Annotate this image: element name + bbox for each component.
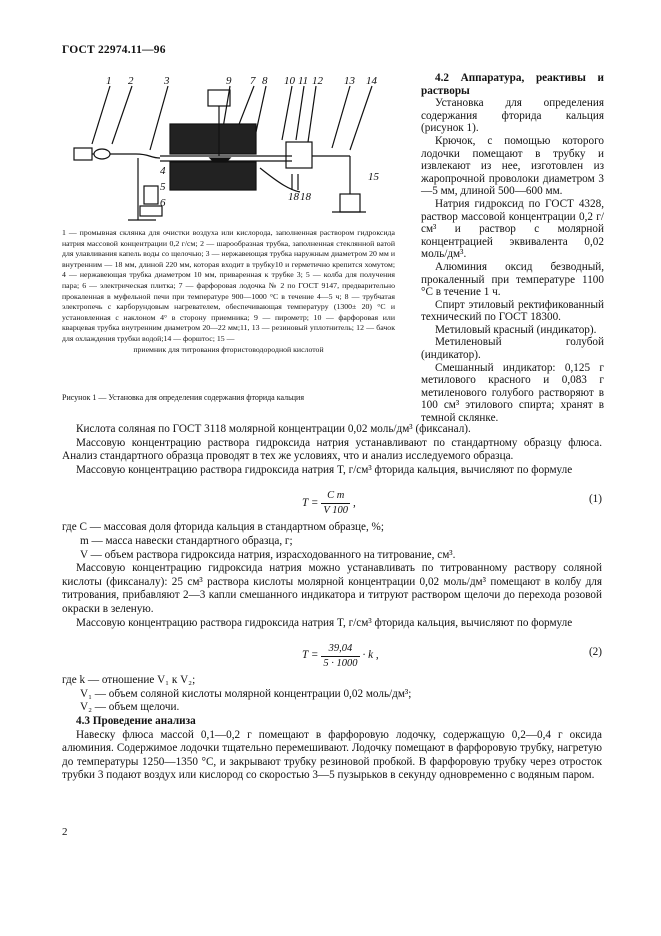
fig-label-12: 12 [312,75,323,87]
paragraph: Массовую концентрацию раствора гидроксида натрия устанавливают по стандартному образцу флюса. Анализ стандартного образца проводят в тех же условиях, что и анализ исследуемого образца. [62,436,602,463]
formula-1 [62,481,602,515]
fig-label-11: 11 [298,75,309,87]
fig-label-18b: 18 [300,191,311,203]
formula-2-denominator: 5 · 1000 [323,657,358,669]
caption-text: 1 — промывная склянка для очистки воздуха или кислорода, заполненная раствором гидроксида натрия массовой концентрации 0,2 г/см; 2 — шарообразная трубка, заполненная стеклянной ватой для улавливания капель воды со щелочью; 3 — нержавеющая трубка наружным диаметром 20 мм и внутренним — 18 мм, длиной 220 мм, которая входит в трубку10 и герметично крепится хомутом; 4 — нержавеющая трубка диаметром 10 мм, приваренная к трубке 3; 5 — колба для получения пара; 6 — электрическая плитка; 7 — фарфоровая лодочка № 2 по ГОСТ 9147, предварительно прокаленная в муфельной печи при температуре 900—1000 °С в течение 4—5 ч; 8 — трубчатая электропечь с карборундовым нагревателем, обеспечивающая температуру (1300± 20) °С и установленная с наклоном 4° в сторону приемника; 9 — пирометр; 10 — фарфоровая или кварцевая трубка внутренним диаметром 20—22 мм;11, 13 — резиновый уплотнитель; 12 — бачок для охлаждения трубки водой;14 — форштос; 15 — [62,228,395,343]
paragraph: Алюминия оксид безводный, прокаленный при температуре 1100 °С в течение 1 ч. [421,260,604,299]
paragraph: Спирт этиловый ректификованный технический по ГОСТ 18300. [421,298,604,324]
fig-label-7: 7 [250,75,256,87]
main-text [62,423,602,783]
fig-label-18a: 18 [288,191,299,203]
definition: V₂ — объем щелочи. [80,701,180,714]
fig-label-4: 4 [160,165,166,177]
formula-1-lhs: T = [302,496,319,509]
paragraph: Метиленовый голубой (индикатор). [421,336,604,362]
fig-label-9: 9 [226,75,232,87]
formula-2-number: (2) [588,646,602,659]
right-column [421,72,604,425]
figure-caption [62,228,395,355]
formula-2 [62,634,602,668]
formula-1-number: (1) [588,493,602,506]
fig-label-5: 5 [160,181,166,193]
definition: V₁ — объем соляной кислоты молярной концентрации 0,02 моль/дм³; [80,687,412,700]
definition: m — масса навески стандартного образца, г; [80,534,293,547]
figure-title: Рисунок 1 — Установка для определения содержания фторида кальция [62,393,304,402]
formula-1-tail: , [352,496,356,509]
paragraph: Массовую концентрацию гидроксида натрия можно устанавливать по титрованному раствору соляной кислоты (фиксаналу): 25 см³ раствора кислоты молярной концентрации 0,02 моль/дм³ помещают в колбу для титрования, прибавляют 2—3 капли смешанного индикатора и титруют раствором щелочи до перехода розовой окраски в зеленую. [62,562,602,615]
formula-1-denominator: V 100 [323,504,348,516]
definition: где k — отношение V₁ к V₂; [62,674,196,687]
definition: где C — массовая доля фторида кальция в стандартном образце, %; [62,521,384,534]
fig-label-13: 13 [344,75,355,87]
paragraph: Смешанный индикатор: 0,125 г метилового красного и 0,083 г метиленового голубого растворяют в 100 см³ этилового спирта; хранят в темной склянке. [421,361,604,425]
fig-label-1: 1 [106,75,112,87]
paragraph: Массовую концентрацию раствора гидроксида натрия T, г/см³ фторида кальция, вычисляют по формуле [76,616,573,629]
caption-text-end: приемник для титрования фтористоводородной кислотой [133,344,324,354]
fig-label-15: 15 [368,171,379,183]
paragraph: Кислота соляная по ГОСТ 3118 молярной концентрации 0,02 моль/дм³ (фиксанал). [76,423,471,435]
formula-1-numerator: C m [321,489,350,504]
fig-label-8: 8 [262,75,268,87]
formula-2-lhs: T = [302,649,319,662]
fig-label-10: 10 [284,75,295,87]
paragraph: Крючок, с помощью которого лодочки помещают в трубку и извлекают из нее, изготовлен из жаропрочной проволоки диаметром 3—5 мм, длиной 500—600 мм. [421,134,604,198]
section-4-3-heading: 4.3 Проведение анализа [76,714,196,727]
paragraph: Натрия гидроксид по ГОСТ 4328, раствор массовой концентрации 0,2 г/см³ и раствор с молярной концентрацией эквивалента 0,02 моль/дм³. [421,197,604,261]
definition: V — объем раствора гидроксида натрия, израсходованного на титрование, см³. [80,548,456,561]
page-number: 2 [62,826,68,838]
formula-2-tail: · k , [362,649,379,662]
paragraph: Метиловый красный (индикатор). [435,323,597,336]
paragraph: Установка для определения содержания фторида кальция (рисунок 1). [421,97,604,135]
fig-label-6: 6 [160,197,166,209]
section-4-2-heading: 4.2 Аппаратура, реактивы и растворы [421,72,604,97]
paragraph: Массовую концентрацию раствора гидроксида натрия T, г/см³ фторида кальция, вычисляют по формуле [76,463,573,476]
document-code: ГОСТ 22974.11—96 [62,44,166,56]
fig-label-2: 2 [128,75,134,87]
paragraph: Навеску флюса массой 0,1—0,2 г помещают в фарфоровую лодочку, содержащую 0,2—0,4 г оксида алюминия. Содержимое лодочки тщательно перемешивают. Лодочку помещают в фарфоровую трубку, нагретую до температуры 1250—1350 °С, и закрывают трубку резиновой пробкой. В фарфоровую трубку через отросток трубки 3 подают воздух или кислород со скоростью 3—5 пузырьков в секунду одновременно с водяным паром. [62,728,602,782]
fig-label-3: 3 [164,75,170,87]
fig-label-14: 14 [366,75,377,87]
formula-2-numerator: 39,04 [321,642,359,657]
apparatus-figure [60,74,390,226]
